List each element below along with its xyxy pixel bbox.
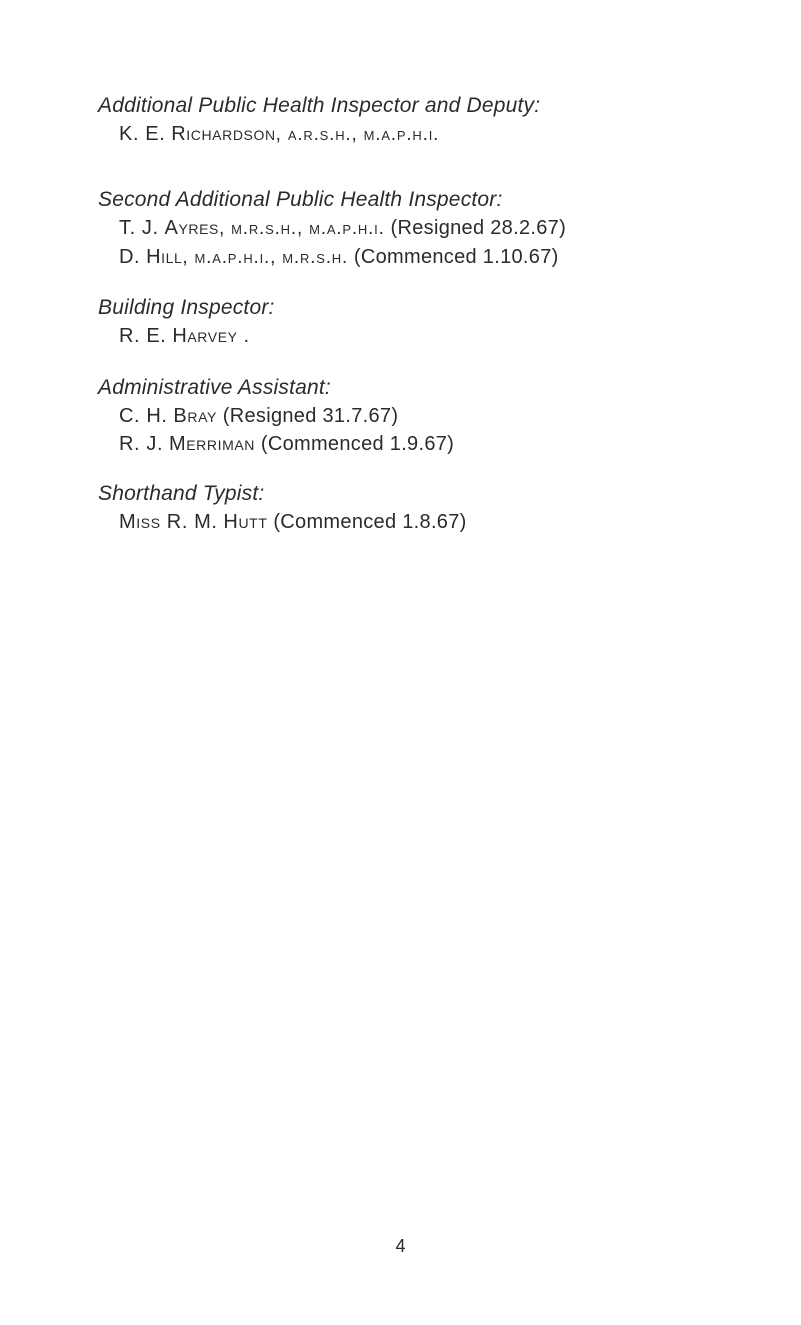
staff-initials: C. H. — [119, 405, 168, 427]
staff-surname: Hill — [146, 246, 183, 268]
staff-initials: Miss R. M. — [119, 511, 218, 533]
staff-entry-hutt — [119, 508, 738, 536]
section-heading: Building Inspector: — [98, 296, 275, 319]
staff-surname: Hutt — [223, 511, 268, 533]
staff-note: (Commenced 1.8.67) — [273, 511, 467, 533]
staff-initials: K. E. — [119, 123, 166, 145]
staff-surname: Merriman — [168, 433, 256, 455]
staff-entry-harvey — [119, 322, 738, 350]
staff-entry-hill — [119, 243, 738, 272]
staff-surname: Richardson — [171, 123, 276, 145]
section-heading: Additional Public Health Inspector and Deputy: — [98, 94, 541, 117]
staff-entry-merriman — [119, 430, 738, 458]
staff-initials: R. E. — [119, 325, 167, 347]
staff-initials: D. — [119, 246, 141, 268]
staff-entry-bray — [119, 402, 738, 430]
section-building-inspector — [98, 294, 738, 350]
staff-note: (Commenced 1.10.67) — [353, 246, 559, 268]
staff-surname: Bray — [173, 405, 217, 427]
section-shorthand-typist — [98, 480, 738, 536]
staff-initials: T. J. — [119, 217, 159, 239]
staff-note: . — [243, 325, 250, 347]
section-heading: Second Additional Public Health Inspector: — [98, 188, 503, 211]
section-administrative-assistant — [98, 374, 738, 458]
staff-entry-ayres — [119, 214, 738, 243]
section-second-inspector — [98, 186, 738, 272]
staff-note: (Resigned 28.2.67) — [390, 217, 567, 239]
staff-initials: R. J. — [119, 433, 164, 455]
staff-note: (Commenced 1.9.67) — [260, 433, 455, 455]
section-heading: Shorthand Typist: — [98, 482, 265, 505]
page-number: 4 — [395, 1236, 406, 1256]
section-heading: Administrative Assistant: — [98, 376, 331, 399]
staff-qualifications: , m.a.p.h.i., m.r.s.h. — [182, 247, 349, 268]
staff-note: (Resigned 31.7.67) — [222, 405, 399, 427]
staff-qualifications: , a.r.s.h., m.a.p.h.i. — [275, 124, 440, 145]
staff-qualifications: , m.r.s.h., m.a.p.h.i. — [219, 218, 385, 239]
staff-surname: Harvey — [172, 325, 238, 347]
staff-entry-richardson — [119, 120, 738, 149]
staff-surname: Ayres — [164, 217, 219, 239]
section-deputy-inspector — [98, 92, 738, 149]
